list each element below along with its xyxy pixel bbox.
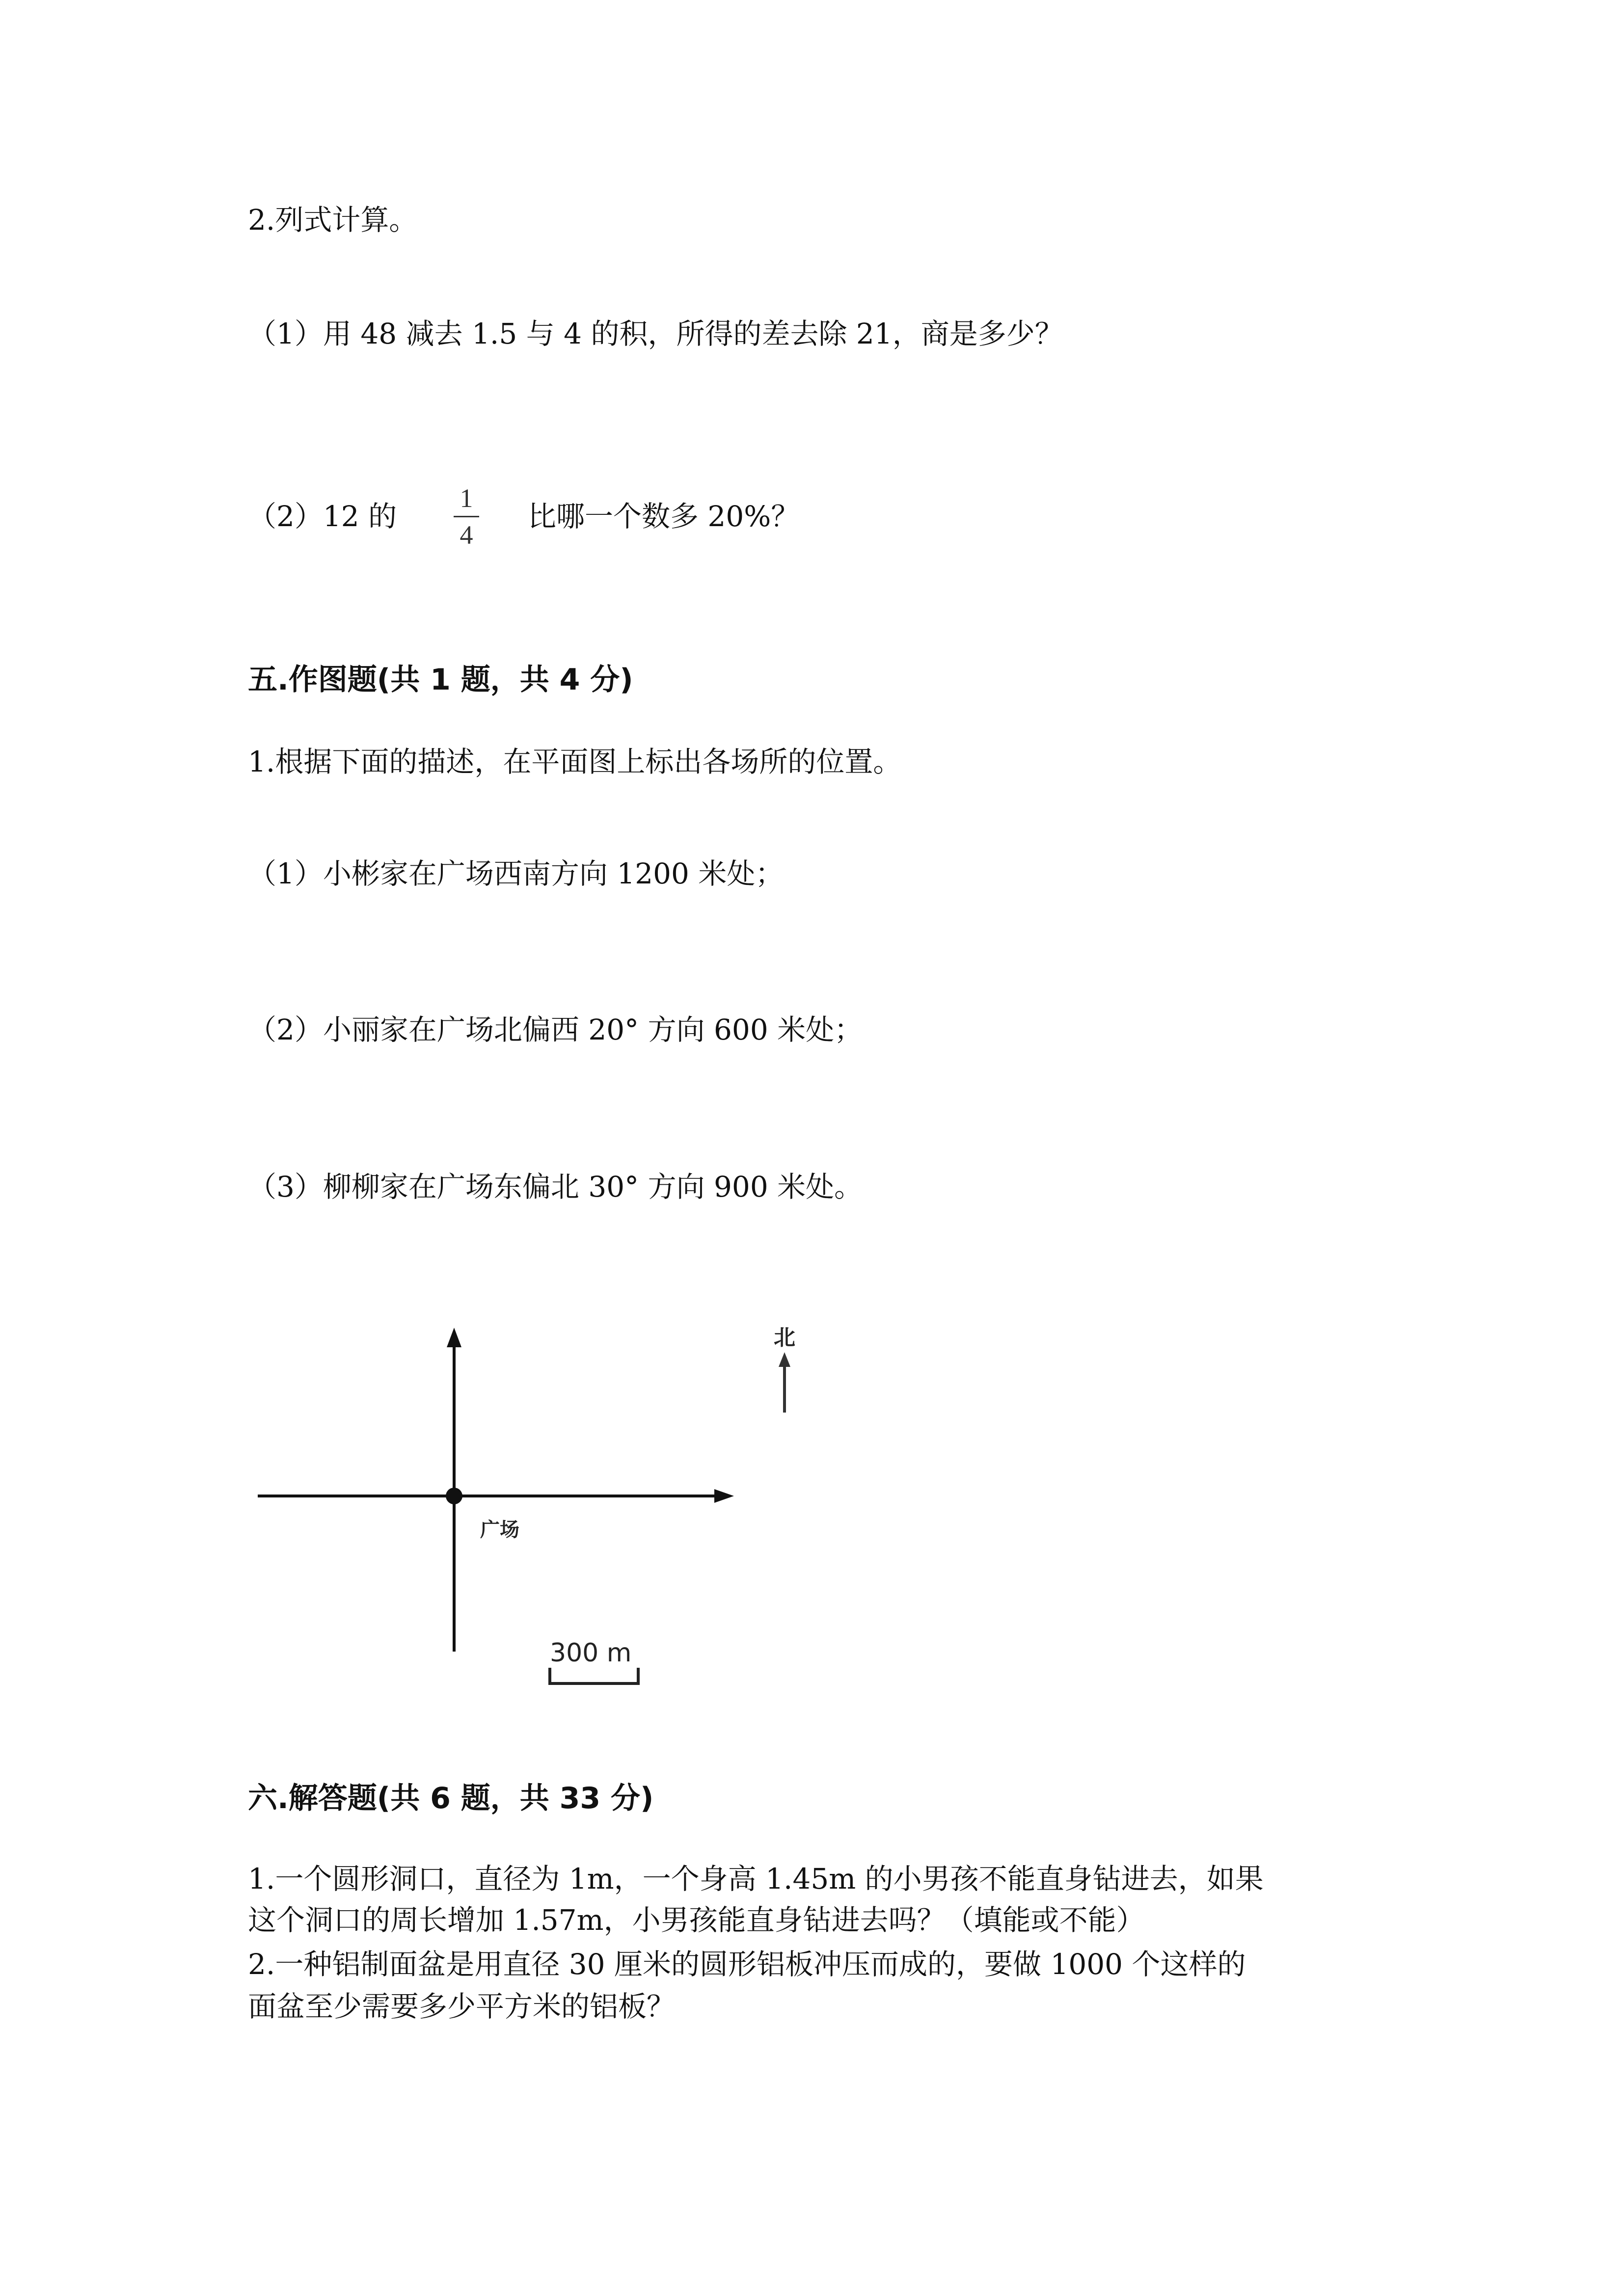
section-5-item-1: （1）小彬家在广场西南方向 1200 米处； [248,857,784,890]
question-title: 2.列式计算。 [248,203,418,237]
plaza-point [446,1488,462,1504]
section-6-heading: 六.解答题(共 6 题，共 33 分) [248,1781,654,1815]
section-5-question-1: 1.根据下面的描述，在平面图上标出各场所的位置。 [248,745,902,778]
scale-label: 300 m [550,1638,632,1668]
north-arrow-head [779,1352,790,1367]
north-label: 北 [774,1325,795,1350]
horizontal-axis-arrow [714,1489,734,1503]
fraction-denominator: 4 [460,520,473,550]
section-5-item-3: （3）柳柳家在广场东偏北 30° 方向 900 米处。 [248,1170,863,1203]
section-6-question-1-line-1: 1.一个圆形洞口，直径为 1m，一个身高 1.45m 的小男孩不能直身钻进去，如果 [248,1862,1264,1896]
question-part-2-suffix: 比哪一个数多 20%？ [528,500,800,533]
fraction-numerator: 1 [460,483,473,513]
section-6-question-2-line-1: 2.一种铝制面盆是用直径 30 厘米的圆形铝板冲压而成的，要做 1000 个这样的 [248,1948,1246,1981]
vertical-axis-arrow [447,1328,461,1347]
scale-bar [550,1668,638,1683]
plaza-label: 广场 [480,1519,519,1541]
section-5-heading: 五.作图题(共 1 题，共 4 分) [248,663,633,697]
question-part-1: （1）用 48 减去 1.5 与 4 的积，所得的差去除 21，商是多少？ [248,317,1063,350]
section-6-question-2-line-2: 面盆至少需要多少平方米的铝板？ [248,1990,676,2023]
section-5-item-2: （2）小丽家在广场北偏西 20° 方向 600 米处； [248,1013,863,1046]
section-6-question-1-line-2: 这个洞口的周长增加 1.57m，小男孩能直身钻进去吗？（填能或不能） [248,1903,1145,1937]
question-part-2-prefix: （2）12 的 [248,500,397,533]
